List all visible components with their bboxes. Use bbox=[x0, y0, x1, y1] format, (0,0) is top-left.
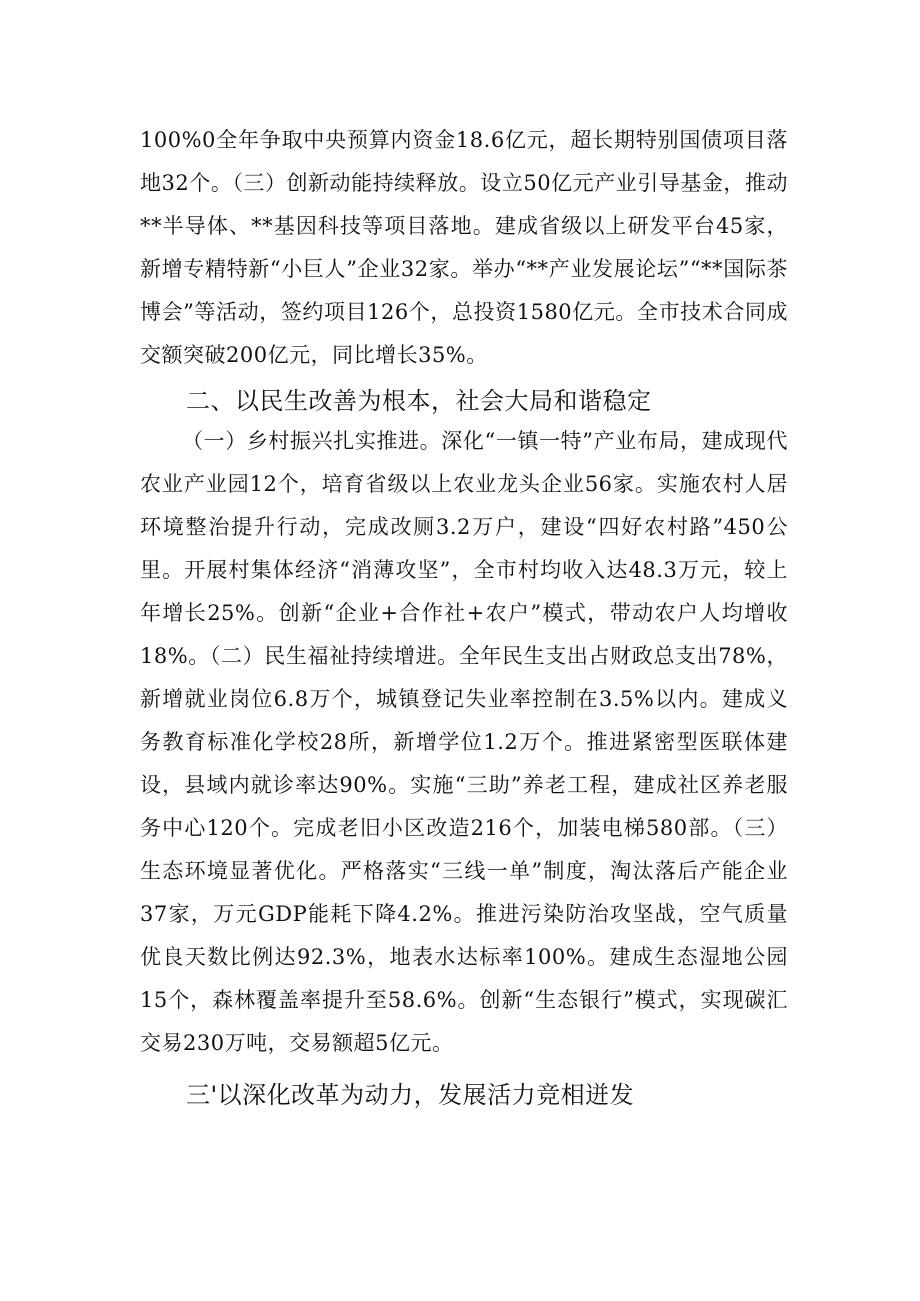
paragraph-innovation: 100%0全年争取中央预算内资金18.6亿元，超长期特别国债项目落地32个。（三）创新动能持续释放。设立50亿元产业引导基金，推动**半导体、**基因科技等项目落地。建成省级以上研发平台45家，新增专精特新“小巨人”企业32家。举办“**产业发展论坛”“**国际茶博会”等活动，签约项目126个，总投资1580亿元。全市技术合同成交额突破200亿元，同比增长35%。 bbox=[140, 128, 788, 367]
paragraph-livelihood: （一）乡村振兴扎实推进。深化“一镇一特”产业布局，建成现代农业产业园12个，培育省级以上农业龙头企业56家。实施农村人居环境整治提升行动，完成改厕3.2万户，建设“四好农村路”450公里。开展村集体经济“消薄攻坚”，全市村均收入达48.3万元，较上年增长25%。创新“企业+合作社+农户”模式，带动农户人均增收18%。（二）民生福祉持续增进。全年民生支出占财政总支出78%，新增就业岗位6.8万个，城镇登记失业率控制在3.5%以内。建成义务教育标准化学校28所，新增学位1.2万个。推进紧密型医联体建设，县域内就诊率达90%。实施“三助”养老工程，建成社区养老服务中心120个。完成老旧小区改造216个，加装电梯580部。（三）生态环境显著优化。严格落实“三线一单”制度，淘汰落后产能企业37家，万元GDP能耗下降4.2%。推进污染防治攻坚战，空气质量优良天数比例达92.3%，地表水达标率100%。建成生态湿地公园15个，森林覆盖率提升至58.6%。创新“生态银行”模式，实现碳汇交易230万吨，交易额超5亿元。 bbox=[140, 429, 788, 1055]
section-heading-reform: 三'以深化改革为动力，发展活力竞相迸发 bbox=[186, 1081, 635, 1109]
section-heading-livelihood: 二、以民生改善为根本，社会大局和谐稳定 bbox=[186, 387, 652, 415]
